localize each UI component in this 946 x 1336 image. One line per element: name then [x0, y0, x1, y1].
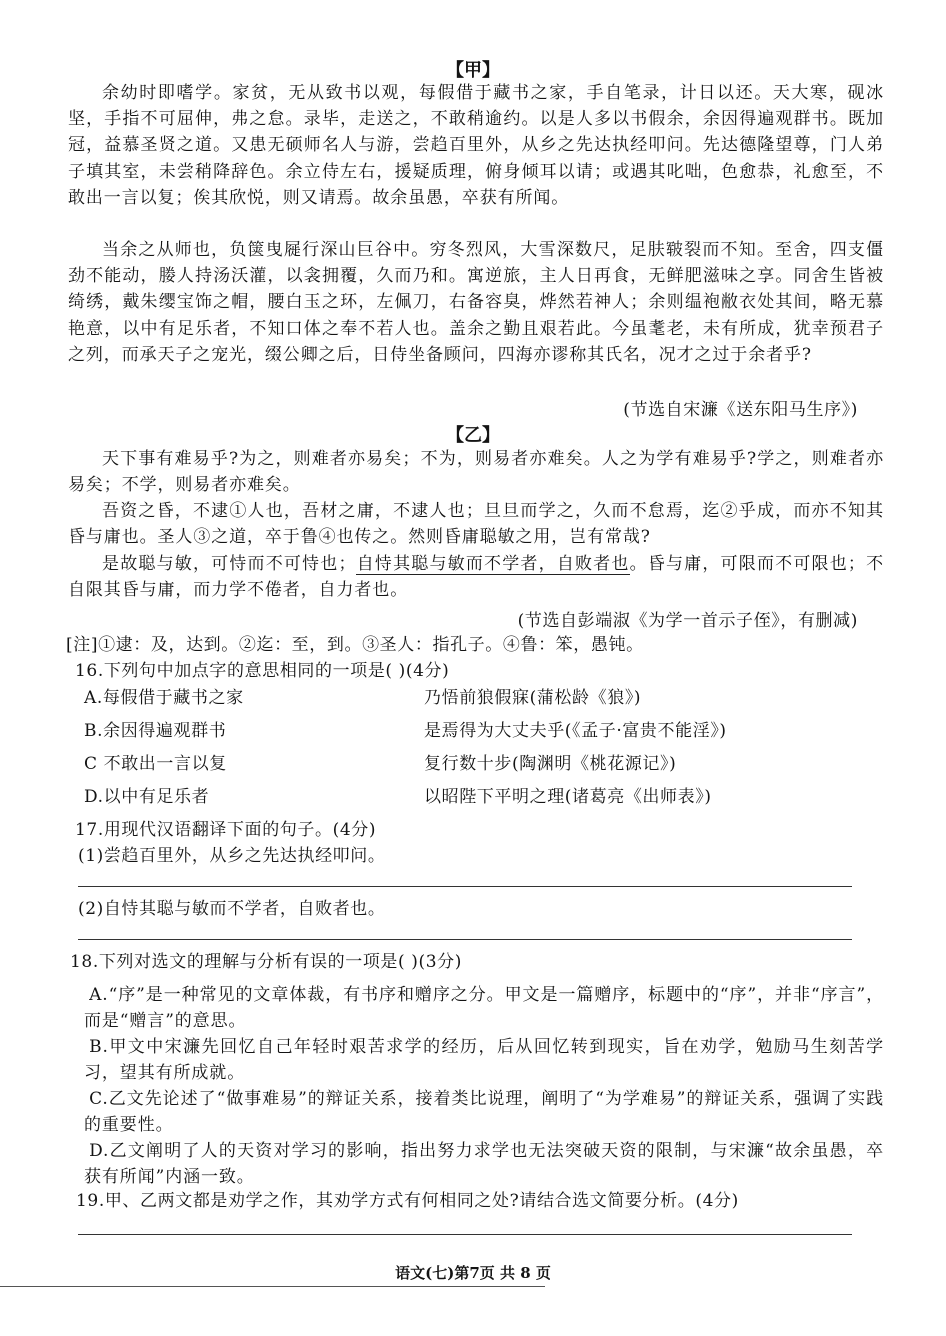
passage-b-heading: 【乙】 — [446, 425, 500, 446]
answer-line-q17-2[interactable] — [78, 939, 852, 940]
passage-b-source: (节选自彭端淑《为学一首示子侄》，有删减) — [517, 611, 858, 631]
answer-line-q19[interactable] — [78, 1234, 852, 1235]
q18-option-d: D.乙文阐明了人的天资对学习的影响，指出努力求学也无法突破天资的限制，与宋濂“故余虽愚，卒获有所闻”内涵一致。 — [84, 1141, 884, 1188]
passage-a-paragraph-2: 当余之从师也，负箧曳屣行深山巨谷中。穷冬烈风，大雪深数尺，足肤皲裂而不知。至舍，四支僵劲不能动，媵人持汤沃灌，以衾拥覆，久而乃和。寓逆旅，主人日再食，无鲜肥滋味之享。同舍生皆被绮绣，戴朱缨宝饰之帽，腰白玉之环，左佩刀，右备容臭，烨然若神人；余则缊袍敝衣处其间，略无慕艳意，以中有足乐者，不知口体之奉不若人也。盖余之勤且艰若此。今虽耄老，未有所成，犹幸预君子之列，而承天子之宠光，缀公卿之后，日侍坐备顾问，四海亦谬称其氏名，况才之过于余者乎? — [68, 240, 884, 365]
page-footer: 语文(七)第7页 共 8 页 — [395, 1264, 551, 1282]
q16-option-b: B.余因得遍观群书 是焉得为大丈夫乎(《孟子·富贵不能淫》) — [84, 721, 727, 741]
passage-b-p3-before: 是故聪与敏，可恃而不可恃也； — [102, 554, 357, 574]
answer-line-q17-1[interactable] — [78, 886, 852, 887]
q17-sentence-1: (1)尝趋百里外，从乡之先达执经叩问。 — [78, 846, 386, 866]
annotation-note: [注]①逮：及，达到。②迄：至，到。③圣人：指孔子。④鲁：笨，愚钝。 — [66, 635, 644, 655]
q16-option-a: A.每假借于藏书之家 乃悟前狼假寐(蒲松龄《狼》) — [84, 688, 642, 708]
q17-stem: 17.用现代汉语翻译下面的句子。(4分) — [75, 820, 377, 840]
passage-b-paragraph-3 — [68, 551, 884, 603]
passage-b-p3-after: 。昏与庸，可限而不可限也；不自限其昏与庸，而力学不倦者，自力者也。 — [68, 554, 884, 601]
bottom-rule — [0, 1286, 545, 1287]
passage-b-paragraph-2: 吾资之昏，不逮①人也，吾材之庸，不逮人也；旦旦而学之，久而不怠焉，迄②乎成，而亦不知其昏与庸也。圣人③之道，卒于鲁④也传之。然则昏庸聪敏之用，岂有常哉? — [68, 501, 884, 548]
underlined-sentence: 自恃其聪与敏而不学者，自败者也 — [356, 554, 630, 574]
q18-option-c: C.乙文先论述了“做事难易”的辩证关系，接着类比说理，阐明了“为学难易”的辩证关系，强调了实践的重要性。 — [84, 1089, 884, 1136]
q18-option-a: A.“序”是一种常见的文章体裁，有书序和赠序之分。甲文是一篇赠序，标题中的“序”，并非“序言”，而是“赠言”的意思。 — [84, 985, 884, 1032]
passage-a-paragraph-1: 余幼时即嗜学。家贫，无从致书以观，每假借于藏书之家，手自笔录，计日以还。天大寒，砚冰坚，手指不可屈伸，弗之怠。录毕，走送之，不敢稍逾约。以是人多以书假余，余因得遍观群书。既加冠，益慕圣贤之道。又患无硕师名人与游，尝趋百里外，从乡之先达执经叩问。先达德隆望尊，门人弟子填其室，未尝稍降辞色。余立侍左右，援疑质理，俯身倾耳以请；或遇其叱咄，色愈恭，礼愈至，不敢出一言以复；俟其欣悦，则又请焉。故余虽愚，卒获有所闻。 — [68, 83, 884, 208]
q18-option-b: B.甲文中宋濂先回忆自己年轻时艰苦求学的经历，后从回忆转到现实，旨在劝学，勉励马生刻苦学习，望其有所成就。 — [84, 1037, 884, 1084]
q18-stem: 18.下列对选文的理解与分析有误的一项是( )(3分) — [70, 952, 462, 972]
passage-a-heading: 【甲】 — [446, 60, 500, 81]
q16-option-c: C 不敢出一言以复 复行数十步(陶渊明《桃花源记》) — [84, 754, 677, 774]
q19-stem: 19.甲、乙两文都是劝学之作，其劝学方式有何相同之处?请结合选文简要分析。(4分) — [76, 1191, 739, 1211]
passage-b-paragraph-1: 天下事有难易乎?为之，则难者亦易矣；不为，则易者亦难矣。人之为学有难易乎?学之，则难者亦易矣；不学，则易者亦难矣。 — [68, 449, 884, 496]
q16-stem: 16.下列句中加点字的意思相同的一项是( )(4分) — [75, 661, 450, 681]
passage-a-source: (节选自宋濂《送东阳马生序》) — [623, 400, 858, 420]
q17-sentence-2: (2)自恃其聪与敏而不学者，自败者也。 — [78, 899, 386, 919]
q16-option-d: D.以中有足乐者 以昭陛下平明之理(诸葛亮《出师表》) — [84, 787, 712, 807]
